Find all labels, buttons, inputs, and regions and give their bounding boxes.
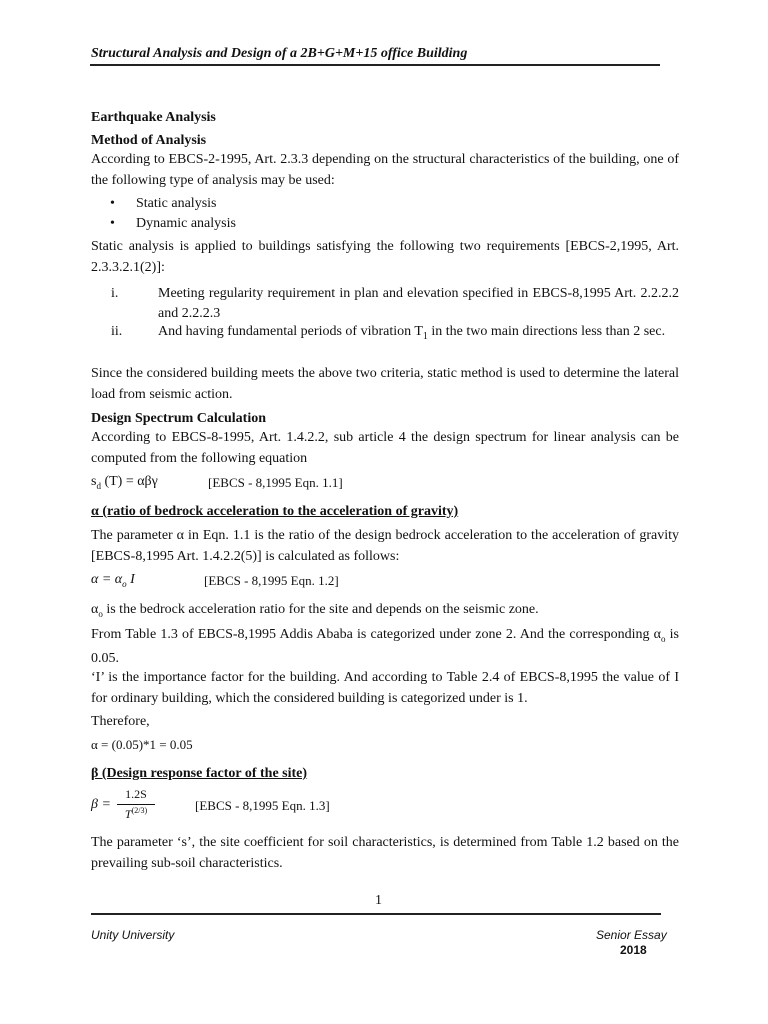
footer-year: 2018 [620, 943, 647, 957]
fraction-numerator: 1.2S [117, 787, 155, 805]
header-rule [90, 64, 660, 66]
paragraph-spectrum: According to EBCS-8-1995, Art. 1.4.2.2, sub article 4 the design spectrum for linear analysis can be computed from the following equation [91, 430, 679, 466]
heading-alpha: α (ratio of bedrock acceleration to the acceleration of gravity) [91, 504, 459, 519]
paragraph-alpha: The parameter α in Eqn. 1.1 is the ratio of the design bedrock acceleration to the acceleration of gravity [EBCS-8,1995 Art. 1.4.2.2(5)] is calculated as follows: [91, 528, 679, 564]
heading-earthquake-analysis: Earthquake Analysis [91, 110, 216, 125]
equation-reference-1: [EBCS - 8,1995 Eqn. 1.1] [208, 475, 343, 490]
list-item: • Static analysis [91, 194, 679, 214]
paragraph-static-requirements: Static analysis is applied to buildings satisfying the following two requirements [EBCS-2,1995, Art. 2.3.3.2.1(2)]: [91, 239, 679, 275]
equation-alpha: $\alpha = \alpha_o$ I [91, 572, 135, 589]
paragraph-table-1-3: From Table 1.3 of EBCS-8,1995 Addis Ababa is categorized under zone 2. And the corresponding $\alpha_o$ is 0.05. [91, 627, 680, 667]
footer-rule [91, 913, 661, 915]
requirement-text-2: And having fundamental periods of vibration $T_1$ in the two main directions less than 2 sec. [158, 324, 666, 342]
footer-document-type: Senior Essay [596, 928, 667, 942]
equation-reference-3: [EBCS - 8,1995 Eqn. 1.3] [195, 798, 330, 813]
paragraph-method: According to EBCS-2-1995, Art. 2.3.3 depending on the structural characteristics of the building, one of the following type of analysis may be used: [91, 152, 679, 188]
requirement-text-1: Meeting regularity requirement in plan and elevation specified in EBCS-8,1995 Art. 2.2.2.2 and 2.2.2.3 [158, 286, 679, 321]
page-number: 1 [375, 893, 382, 908]
analysis-types-list [91, 194, 679, 234]
fraction-denominator: $T^{(2/3)}$ [124, 806, 148, 821]
equation-alpha-result: α = (0.05)*1 = 0.05 [91, 737, 193, 752]
paragraph-therefore: Therefore, [91, 714, 150, 729]
heading-beta: β (Design response factor of the site) [91, 766, 308, 781]
requirement-number-2: ii. [111, 324, 123, 339]
paragraph-alpha-o: $\alpha_o$ is the bedrock acceleration ratio for the site and depends on the seismic zone. [91, 602, 539, 619]
heading-method-of-analysis: Method of Analysis [91, 133, 207, 148]
running-header: Structural Analysis and Design of a 2B+G+M+15 office Building [91, 46, 468, 61]
requirement-number-1: i. [111, 286, 119, 301]
paragraph-since: Since the considered building meets the above two criteria, static method is used to determine the lateral load from seismic action. [91, 366, 679, 402]
footer-university: Unity University [91, 928, 175, 942]
equation-design-spectrum: $s_d$ (T) = αβγ [91, 474, 158, 491]
equation-beta-lhs: β = [91, 797, 111, 812]
paragraph-parameter-s: The parameter ‘s’, the site coefficient for soil characteristics, is determined from Table 1.2 based on the prevailing sub-soil characteristics. [91, 835, 679, 871]
paragraph-importance-factor: ‘I’ is the importance factor for the building. And according to Table 2.4 of EBCS-8,1995 the value of I for ordinary building, which the considered building is categorized under is 1. [91, 670, 679, 706]
heading-design-spectrum: Design Spectrum Calculation [91, 411, 266, 426]
list-item: • Dynamic analysis [91, 214, 679, 234]
equation-reference-2: [EBCS - 8,1995 Eqn. 1.2] [204, 573, 339, 588]
equation-beta-fraction [117, 787, 155, 822]
